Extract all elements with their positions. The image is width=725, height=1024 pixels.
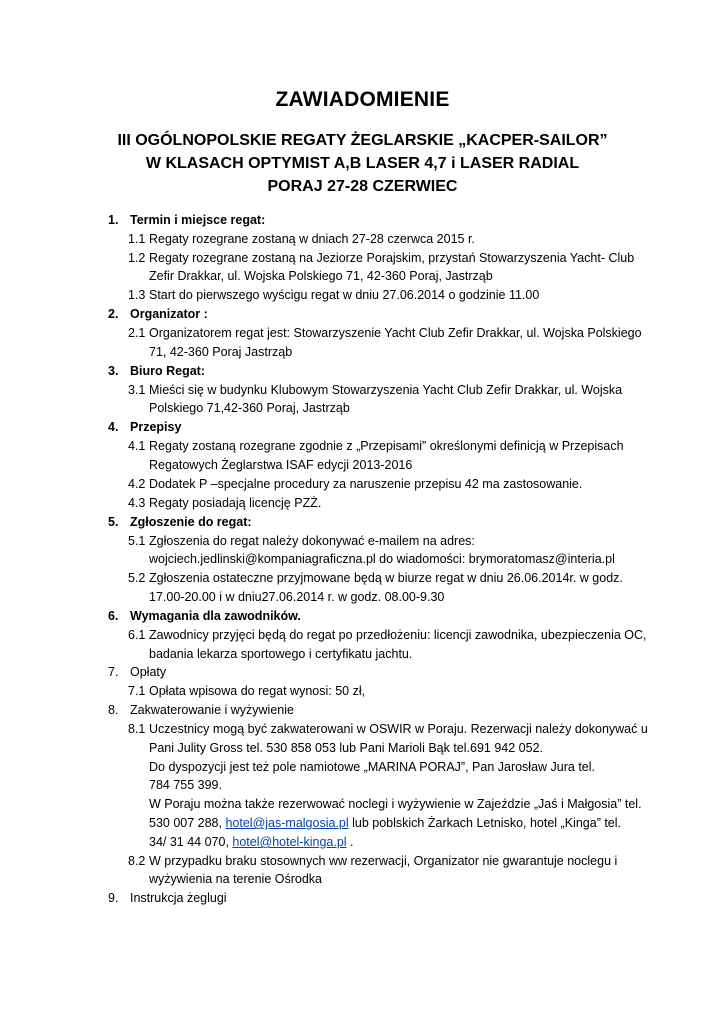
subtitle-line-3: PORAJ 27-28 CZERWIEC — [267, 178, 458, 195]
email-link-hotel-kinga[interactable]: hotel@hotel-kinga.pl — [232, 835, 347, 849]
item-5-2: 5.2 Zgłoszenia ostateczne przyjmowane będą w biurze regat w dniu 26.06.2014r. w godz. — [128, 571, 623, 585]
section-6-heading: 6. Wymagania dla zawodników. — [108, 609, 301, 623]
item-8-1-cont-6: 34/ 31 44 070, hotel@hotel-kinga.pl . — [149, 835, 354, 849]
item-2-1-cont: 71, 42-360 Poraj Jastrząb — [149, 345, 293, 359]
item-4-3: 4.3 Regaty posiadają licencję PZŻ. — [128, 496, 322, 510]
item-8-1: 8.1 Uczestnicy mogą być zakwaterowani w OSWIR w Poraju. Rezerwacji należy dokonywać u — [128, 722, 648, 736]
section-3-heading: 3. Biuro Regat: — [108, 364, 205, 378]
item-4-1-cont: Regatowych Żeglarstwa ISAF edycji 2013-2016 — [149, 458, 413, 472]
item-4-1: 4.1 Regaty zostaną rozegrane zgodnie z „Przepisami” określonymi definicją w Przepisach — [128, 439, 624, 453]
item-6-1-cont: badania lekarza sportowego i certyfikatu jachtu. — [149, 647, 413, 661]
section-1-heading: 1. Termin i miejsce regat: — [108, 213, 266, 227]
section-9-heading: 9. Instrukcja żeglugi — [108, 891, 227, 905]
item-3-1: 3.1 Mieści się w budynku Klubowym Stowarzyszenia Yacht Club Zefir Drakkar, ul. Wojska — [128, 383, 623, 397]
subtitle-line-1: III OGÓLNOPOLSKIE REGATY ŻEGLARSKIE „KACPER-SAILOR” — [117, 132, 608, 149]
section-4-heading: 4. Przepisy — [108, 420, 182, 434]
item-8-1-cont-3: 784 755 399. — [149, 778, 222, 792]
item-8-2-cont: wyżywienia na terenie Ośrodka — [149, 872, 322, 886]
item-8-1-cont-2: Do dyspozycji jest też pole namiotowe „MARINA PORAJ”, Pan Jarosław Jura tel. — [149, 760, 596, 774]
document-title: ZAWIADOMIENIE — [275, 88, 450, 111]
section-8-heading: 8. Zakwaterowanie i wyżywienie — [108, 703, 294, 717]
item-1-2: 1.2 Regaty rozegrane zostaną na Jeziorze Porajskim, przystań Stowarzyszenia Yacht- Club — [128, 251, 635, 265]
item-4-2: 4.2 Dodatek P –specjalne procedury za naruszenie przepisu 42 ma zastosowanie. — [128, 477, 583, 491]
item-6-1: 6.1 Zawodnicy przyjęci będą do regat po przedłożeniu: licencji zawodnika, ubezpieczenia OC, — [128, 628, 647, 642]
item-3-1-cont: Polskiego 71,42-360 Poraj, Jastrząb — [149, 401, 350, 415]
item-8-1-cont-1: Pani Julity Gross tel. 530 858 053 lub Pani Marioli Bąk tel.691 942 052. — [149, 741, 543, 755]
item-1-3: 1.3 Start do pierwszego wyścigu regat w dniu 27.06.2014 o godzinie 11.00 — [128, 288, 540, 302]
item-5-1-cont: wojciech.jedlinski@kompaniagraficzna.pl do wiadomości: brymoratomasz@interia.pl — [149, 552, 615, 566]
item-5-2-cont: 17.00-20.00 i w dniu27.06.2014 r. w godz. 08.00-9.30 — [149, 590, 445, 604]
item-5-1: 5.1 Zgłoszenia do regat należy dokonywać e-mailem na adres: — [128, 534, 475, 548]
item-8-1-cont-4: W Poraju można także rezerwować noclegi i wyżywienie w Zajeździe „Jaś i Małgosia” tel. — [149, 797, 642, 811]
section-5-heading: 5. Zgłoszenie do regat: — [108, 515, 252, 529]
subtitle-line-2: W KLASACH OPTYMIST A,B LASER 4,7 i LASER RADIAL — [145, 155, 580, 172]
section-2-heading: 2. Organizator : — [108, 307, 208, 321]
item-1-2-cont: Zefir Drakkar, ul. Wojska Polskiego 71, 42-360 Poraj, Jastrząb — [149, 269, 493, 283]
item-7-1: 7.1 Opłata wpisowa do regat wynosi: 50 zł, — [128, 684, 366, 698]
section-7-heading: 7. Opłaty — [108, 665, 167, 679]
item-8-1-cont-5: 530 007 288, hotel@jas-malgosia.pl lub poblskich Żarkach Letnisko, hotel „Kinga” tel. — [149, 816, 622, 830]
item-1-1: 1.1 Regaty rozegrane zostaną w dniach 27-28 czerwca 2015 r. — [128, 232, 475, 246]
item-2-1: 2.1 Organizatorem regat jest: Stowarzyszenie Yacht Club Zefir Drakkar, ul. Wojska Polskiego — [128, 326, 642, 340]
item-8-2: 8.2 W przypadku braku stosownych ww rezerwacji, Organizator nie gwarantuje noclegu i — [128, 854, 618, 868]
email-link-jas-malgosia[interactable]: hotel@jas-malgosia.pl — [225, 816, 349, 830]
